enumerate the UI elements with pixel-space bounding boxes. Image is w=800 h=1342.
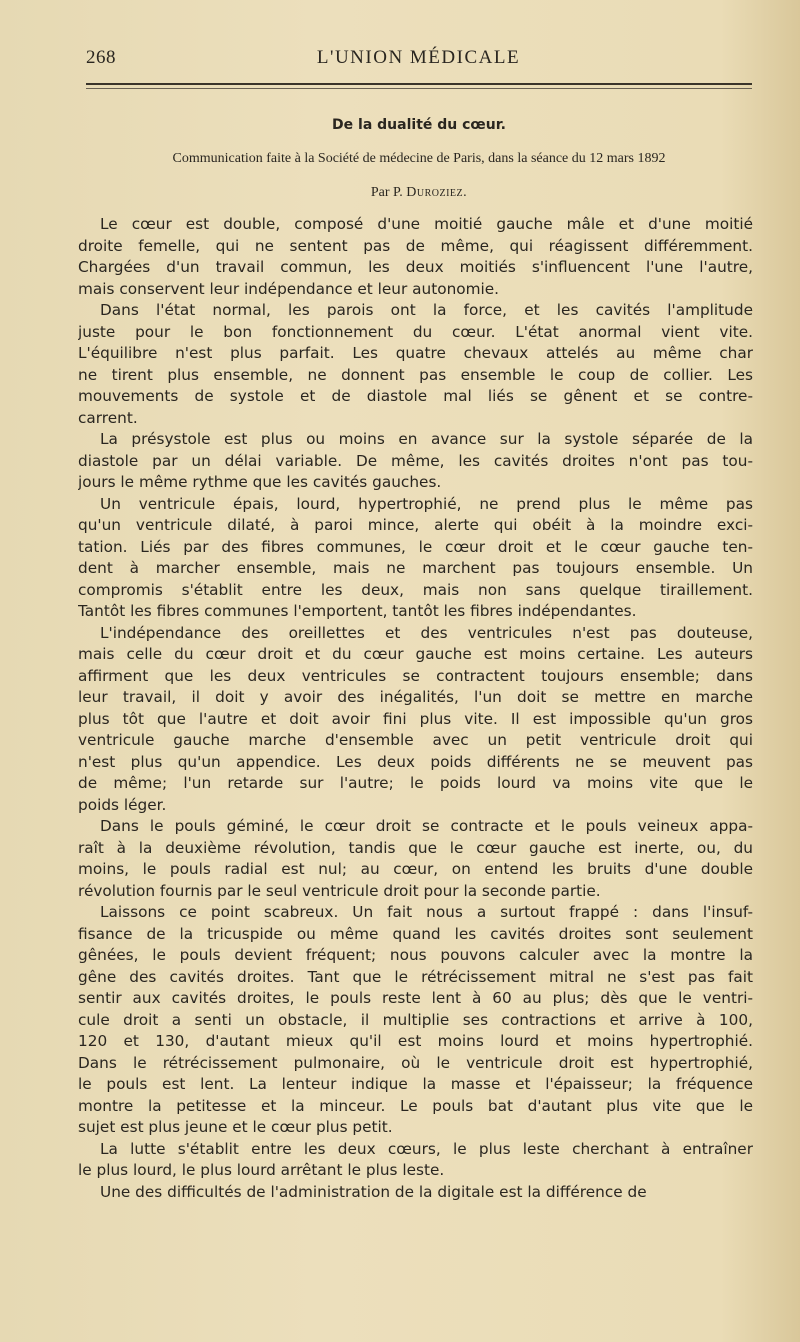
text-line: diastole par un délai variable. De même, les cavités droites n'ont pas tou-	[78, 451, 753, 470]
text-line: tation. Liés par des fibres communes, le cœur droit et le cœur gauche ten-	[78, 537, 753, 556]
text-line: La lutte s'établit entre les deux cœurs, le plus leste cherchant à entraîner	[100, 1139, 753, 1158]
text-line: Un ventricule épais, lourd, hypertrophié, ne prend plus le même pas	[100, 494, 753, 513]
text-line: juste pour le bon fonctionnement du cœur. L'état anormal vient vite.	[78, 322, 753, 341]
text-line: raît à la deuxième révolution, tandis que le cœur gauche est inerte, ou, du	[78, 838, 753, 857]
text-line: ne tirent plus ensemble, ne donnent pas ensemble le coup de collier. Les	[78, 365, 753, 384]
text-line: révolution fournis par le seul ventricule droit pour la seconde partie.	[78, 881, 601, 900]
text-line: le plus lourd, le plus lourd arrêtant le plus leste.	[78, 1161, 445, 1179]
text-line: Dans le rétrécissement pulmonaire, où le ventricule droit est hypertrophié,	[78, 1053, 753, 1072]
text-line: Tantôt les fibres communes l'emportent, tantôt les fibres indépendantes.	[78, 602, 637, 620]
text-line: Le cœur est double, composé d'une moitié gauche mâle et d'une moitié	[100, 215, 753, 233]
header-rule	[86, 83, 752, 85]
text-line: L'indépendance des oreillettes et des ventricules n'est pas douteuse,	[100, 623, 753, 642]
author-prefix: Par P.	[370, 185, 403, 200]
text-line: poids léger.	[78, 795, 167, 814]
text-line: dent à marcher ensemble, mais ne marchent pas toujours ensemble. Un	[78, 559, 753, 577]
text-line: cule droit a senti un obstacle, il multiplie ses contractions et arrive à 100,	[78, 1010, 753, 1029]
text-line: 120 et 130, d'autant mieux qu'il est moins lourd et moins hypertrophié.	[78, 1032, 753, 1050]
text-line: Chargées d'un travail commun, les deux moitiés s'influencent l'une l'autre,	[78, 258, 753, 276]
text-line: Dans l'état normal, les parois ont la force, et les cavités l'amplitude	[100, 301, 753, 319]
author-name: Duroziez.	[406, 185, 468, 200]
text-line: mais celle du cœur droit et du cœur gauche est moins certaine. Les auteurs	[78, 645, 753, 663]
text-line: La présystole est plus ou moins en avance sur la systole séparée de la	[100, 430, 753, 448]
text-line: leur travail, il doit y avoir des inégalités, l'un doit se mettre en marche	[78, 688, 753, 706]
author-line	[86, 185, 752, 201]
text-line: sentir aux cavités droites, le pouls reste lent à 60 au plus; dès que le ventri-	[78, 989, 753, 1007]
text-line: qu'un ventricule dilaté, à paroi mince, alerte qui obéit à la moindre exci-	[78, 516, 753, 534]
text-line: mouvements de systole et de diastole mal liés se gênent et se contre-	[78, 387, 753, 405]
text-line: le pouls est lent. La lenteur indique la masse et l'épaisseur; la fréquence	[78, 1075, 753, 1093]
text-line: de même; l'un retarde sur l'autre; le poids lourd va moins vite que le	[78, 774, 753, 792]
text-line: montre la petitesse et la minceur. Le pouls bat d'autant plus vite que le	[78, 1096, 753, 1115]
text-line: Une des difficultés de l'administration de la digitale est la différence de	[100, 1182, 647, 1201]
text-line: droite femelle, qui ne sentent pas de même, qui réagissent différemment.	[78, 236, 753, 255]
text-line: n'est plus qu'un appendice. Les deux poids différents ne se meuvent pas	[78, 752, 753, 771]
text-line: jours le même rythme que les cavités gauches.	[78, 473, 442, 491]
text-line: mais conservent leur indépendance et leur autonomie.	[78, 279, 500, 298]
text-line: carrent.	[78, 408, 138, 427]
header-rule-thin	[86, 88, 752, 89]
text-line: gêne des cavités droites. Tant que le rétrécissement mitral ne s'est pas fait	[78, 967, 753, 986]
text-line: fisance de la tricuspide ou même quand les cavités droites sont seulement	[78, 924, 753, 943]
text-line: Laissons ce point scabreux. Un fait nous a surtout frappé : dans l'insuf-	[100, 903, 753, 921]
text-line: gênées, le pouls devient fréquent; nous pouvons calculer avec la montre la	[78, 946, 753, 964]
article-body	[78, 214, 753, 1203]
page-number: 268	[86, 47, 116, 68]
text-line: plus tôt que l'autre et doit avoir fini plus vite. Il est impossible qu'un gros	[78, 709, 753, 728]
text-line: moins, le pouls radial est nul; au cœur, on entend les bruits d'une double	[78, 860, 753, 878]
communication-note: Communication faite à la Société de médecine de Paris, dans la séance du 12 mars 1892	[172, 151, 666, 166]
running-title: L'UNION MÉDICALE	[316, 47, 521, 68]
text-line: compromis s'établit entre les deux, mais non sans quelque tiraillement.	[78, 580, 753, 599]
text-line: Dans le pouls géminé, le cœur droit se contracte et le pouls veineux appa-	[100, 817, 753, 835]
text-line: affirment que les deux ventricules se contractent toujours ensemble; dans	[78, 666, 753, 685]
article-title: De la dualité du cœur.	[332, 117, 506, 133]
text-line: L'équilibre n'est plus parfait. Les quatre chevaux attelés au même char	[78, 344, 753, 362]
text-line: ventricule gauche marche d'ensemble avec un petit ventricule droit qui	[78, 731, 753, 749]
page-header	[86, 47, 751, 77]
text-line: sujet est plus jeune et le cœur plus petit.	[78, 1118, 393, 1136]
